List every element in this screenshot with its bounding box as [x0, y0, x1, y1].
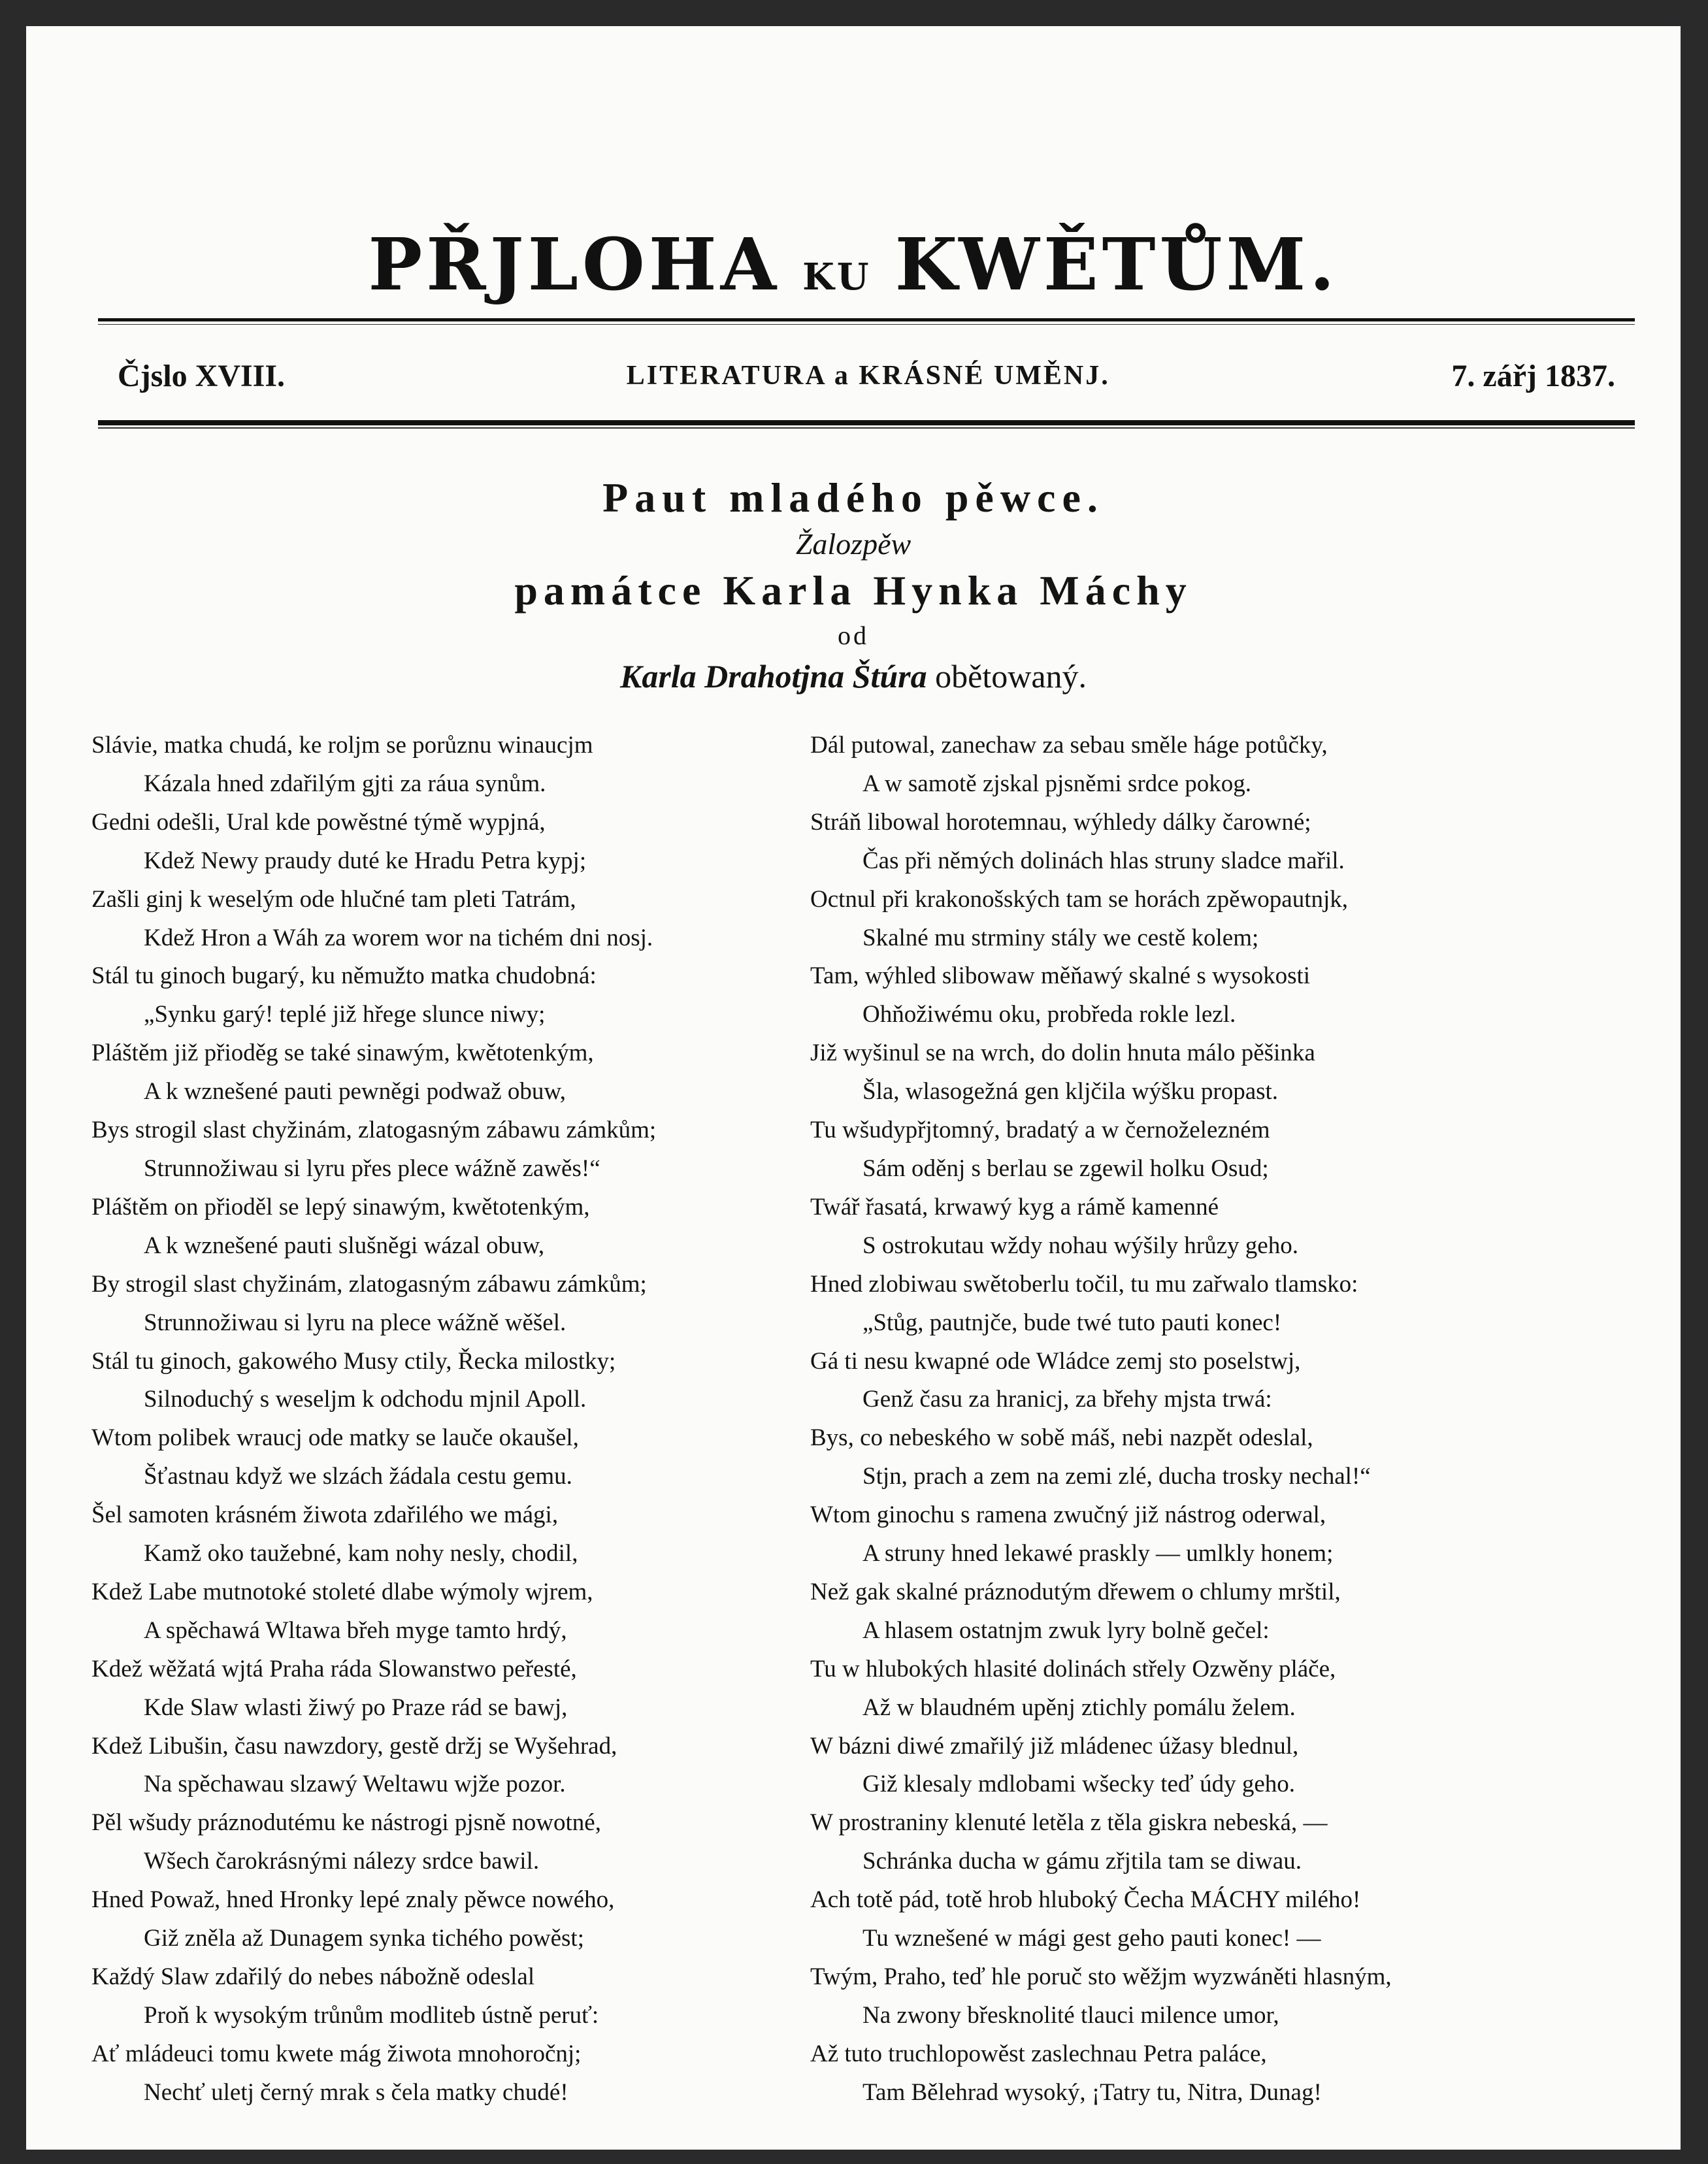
poem-line: Bys strogil slast chyžinám, zlatogasným zábawu zámkům;: [91, 1117, 657, 1144]
poem-line: Kdež Hron a Wáh za worem wor na tichém dni nosj.: [144, 924, 653, 951]
poem-column-right: [810, 727, 1542, 2112]
poem-line: Skalné mu strminy stály we cestě kolem;: [862, 924, 1259, 951]
poem-line: Kde Slaw wlasti žiwý po Praze rád se bawj,: [144, 1694, 568, 1721]
poem-line: Wšech čarokrásnými nálezy srdce bawil.: [144, 1848, 540, 1875]
poem-line: Čas při němých dolinách hlas struny sladce mařil.: [862, 847, 1345, 874]
poem-line: Kdež Newy praudy duté ke Hradu Petra kypj;: [144, 847, 587, 874]
poem-line: Wtom ginochu s ramena zwučný již nástrog oderwal,: [810, 1501, 1326, 1529]
poem-od: od: [838, 621, 869, 650]
poem-line: Ať mládeuci tomu kwete mág žiwota mnohoročnj;: [91, 2040, 582, 2067]
bottom-rule: [98, 420, 1635, 425]
poem-line: Tam, wýhled slibowaw měňawý skalné s wysokosti: [810, 962, 1311, 990]
poem-line: Šel samoten krásném žiwota zdařilého we mági,: [91, 1501, 559, 1529]
bottom-rule-thin: [98, 427, 1635, 429]
poem-line: Gedni odešli, Ural kde powěstné týmě wypjná,: [91, 808, 546, 836]
poem-line: Nechť uletj černý mrak s čela matky chudé!: [144, 2078, 568, 2106]
poem-line: Silnoduchý s weseljm k odchodu mjnil Apoll.: [144, 1386, 587, 1413]
poem-line: Tu wznešené w mági gest geho pauti konec! —: [862, 1925, 1321, 1952]
poem-line: Strunnožiwau si lyru na plece wážně wěšel.: [144, 1309, 567, 1336]
poem-line: Na zwony břesknolité tlauci milence umor,: [862, 2001, 1279, 2029]
poem-line: Ach totě pád, totě hrob hluboký Čecha MÁCHY milého!: [810, 1886, 1361, 1914]
poem-line: Dál putowal, zanechaw za sebau směle háge potůčky,: [810, 732, 1328, 759]
poem-line: Šťastnau když we slzách žádala cestu gemu.: [144, 1463, 572, 1490]
poem-line: Ohňožiwému oku, probředa rokle lezl.: [862, 1001, 1236, 1028]
poem-line: A spěchawá Wltawa břeh myge tamto hrdý,: [144, 1616, 567, 1644]
poem-line: A struny hned lekawé praskly — umlkly honem;: [862, 1540, 1334, 1567]
poem-line: Twář řasatá, krwawý kyg a rámě kamenné: [810, 1193, 1219, 1221]
poem-line: A w samotě zjskal pjsněmi srdce pokog.: [862, 770, 1251, 797]
poem-line: Slávie, matka chudá, ke roljm se porůznu winaucjm: [91, 732, 593, 759]
poem-line: Tu wšudypřjtomný, bradatý a w černoželezném: [810, 1117, 1270, 1144]
poem-line: Kdež Labe mutnotoké stoleté dlabe wýmoly wjrem,: [91, 1578, 593, 1605]
poem-line: Proň k wysokým trůnům modliteb ústně peruť:: [144, 2001, 599, 2029]
poem-line: Wtom polibek wraucj ode matky se lauče okaušel,: [91, 1424, 579, 1452]
poem-line: Pláštěm on přioděl se lepý sinawým, kwětotenkým,: [91, 1193, 590, 1221]
poem-line: W prostraniny klenuté letěla z těla giskra nebeská, —: [810, 1809, 1328, 1837]
poem-line: Stál tu ginoch, gakowého Musy ctily, Řecka milostky;: [91, 1347, 616, 1375]
poem-line: A hlasem ostatnjm zwuk lyry bolně gečel:: [862, 1616, 1270, 1644]
poem-offered: obětowaný.: [935, 658, 1087, 695]
poem-line: „Stůg, pautnjče, bude twé tuto pauti konec!: [862, 1309, 1282, 1336]
poem-line: Octnul při krakonošských tam se horách zpěwopautnjk,: [810, 885, 1349, 913]
poem-line: Giž zněla až Dunagem synka tichého powěst;: [144, 1925, 584, 1952]
poem-line: Stjn, prach a zem na zemi zlé, ducha trosky nechal!“: [862, 1463, 1371, 1490]
poem-line: Giž klesaly mdlobami wšecky teď údy geho.: [862, 1771, 1296, 1798]
poem-line: Kamž oko taužebné, kam nohy nesly, chodil,: [144, 1540, 578, 1567]
poem-author-line: [26, 653, 1681, 699]
poem-line: Twým, Praho, teď hle poruč sto wěžjm wyzwáněti hlasným,: [810, 1963, 1392, 1990]
masthead-title-part3: KWĚTŮM.: [895, 222, 1339, 306]
poem-line: Kdež Libušin, času nawzdory, gestě držj se Wyšehrad,: [91, 1732, 617, 1760]
poem-line: Každý Slaw zdařilý do nebes nábožně odeslal: [91, 1963, 535, 1990]
poem-line: Než gak skalné práznodutým dřewem o chlumy mrštil,: [810, 1578, 1341, 1605]
poem-line: W bázni diwé zmařilý již mládenec úžasy blednul,: [810, 1732, 1299, 1760]
poem-line: Pláštěm již přioděg se také sinawým, kwětotenkým,: [91, 1040, 594, 1067]
poem-line: Šla, wlasogežná gen kljčila wýšku propast.: [862, 1078, 1279, 1106]
poem-line: Genž času za hranicj, za břehy mjsta trwá:: [862, 1386, 1272, 1413]
issue-section: LITERATURA a KRÁSNÉ UMĚNJ.: [626, 361, 1110, 391]
poem-line: Stál tu ginoch bugarý, ku němužto matka chudobná:: [91, 962, 597, 990]
poem-title: Paut mladého pěwce.: [602, 474, 1104, 521]
masthead-title-part1: PŘJLOHA: [368, 222, 781, 306]
poem-line: Schránka ducha w gámu zřjtila tam se diwau.: [862, 1848, 1302, 1875]
poem-line: Strunnožiwau si lyru přes plece wážně zawěs!“: [144, 1155, 600, 1182]
poem-line: Hned zlobiwau swětoberlu točil, tu mu zařwalo tlamsko:: [810, 1270, 1358, 1298]
poem-line: Tu w hlubokých hlasité dolinách střely Ozwěny pláče,: [810, 1655, 1336, 1682]
poem-line: Kdež wěžatá wjtá Praha ráda Slowanstwo peřesté,: [91, 1655, 577, 1682]
issue-number: Čjslo XVIII.: [118, 358, 286, 393]
poem-subtitle: Žalozpěw: [795, 527, 911, 561]
poem-line: Tam Bělehrad wysoký, ¡Tatry tu, Nitra, Dunag!: [862, 2078, 1322, 2106]
poem-line: Na spěchawau slzawý Weltawu wjže pozor.: [144, 1771, 566, 1798]
masthead-connector: KU: [802, 255, 873, 299]
poem-line: Až tuto truchlopowěst zaslechnau Petra paláce,: [810, 2040, 1267, 2067]
poem-line: S ostrokutau wždy nohau wýšily hrůzy geho.: [862, 1232, 1298, 1259]
masthead: [26, 222, 1681, 306]
poem-line: A k wznešené pauti slušněgi wázal obuw,: [144, 1232, 545, 1259]
poem-line: Gá ti nesu kwapné ode Wládce zemj sto poselstwj,: [810, 1347, 1301, 1375]
top-rule: [98, 318, 1635, 321]
newspaper-page: [26, 26, 1681, 2150]
poem-line: Zašli ginj k weselým ode hlučné tam pleti Tatrám,: [91, 885, 576, 913]
poem-title-block: [26, 470, 1681, 699]
issue-info-row: [118, 353, 1615, 399]
poem-line: Sám oděnj s berlau se zgewil holku Osud;: [862, 1155, 1269, 1182]
poem-line: Již wyšinul se na wrch, do dolin hnuta málo pěšinka: [810, 1040, 1315, 1067]
poem-line: A k wznešené pauti pewněgi podwaž obuw,: [144, 1078, 566, 1106]
poem-dedication: památce Karla Hynka Máchy: [514, 567, 1192, 614]
poem-line: Pěl wšudy práznodutému ke nástrogi pjsně nowotné,: [91, 1809, 601, 1837]
poem-line: Kázala hned zdařilým gjti za ráua synům.: [144, 770, 546, 797]
issue-date: 7. zářj 1837.: [1451, 358, 1615, 393]
top-rule-thin: [98, 324, 1635, 325]
poem-author: Karla Drahotjna Štúra: [619, 658, 927, 695]
poem-column-left: [91, 727, 817, 2112]
poem-line: By strogil slast chyžinám, zlatogasným zábawu zámkům;: [91, 1270, 647, 1298]
poem-line: Bys, co nebeského w sobě máš, nebi nazpět odeslal,: [810, 1424, 1313, 1452]
poem-line: Až w blaudném upěnj ztichly pomálu želem.: [862, 1694, 1296, 1721]
poem-line: „Synku garý! teplé již hřege slunce niwy;: [144, 1001, 546, 1028]
poem-line: Stráň libowal horotemnau, wýhledy dálky čarowné;: [810, 808, 1311, 836]
poem-line: Hned Powaž, hned Hronky lepé znaly pěwce nowého,: [91, 1886, 615, 1914]
